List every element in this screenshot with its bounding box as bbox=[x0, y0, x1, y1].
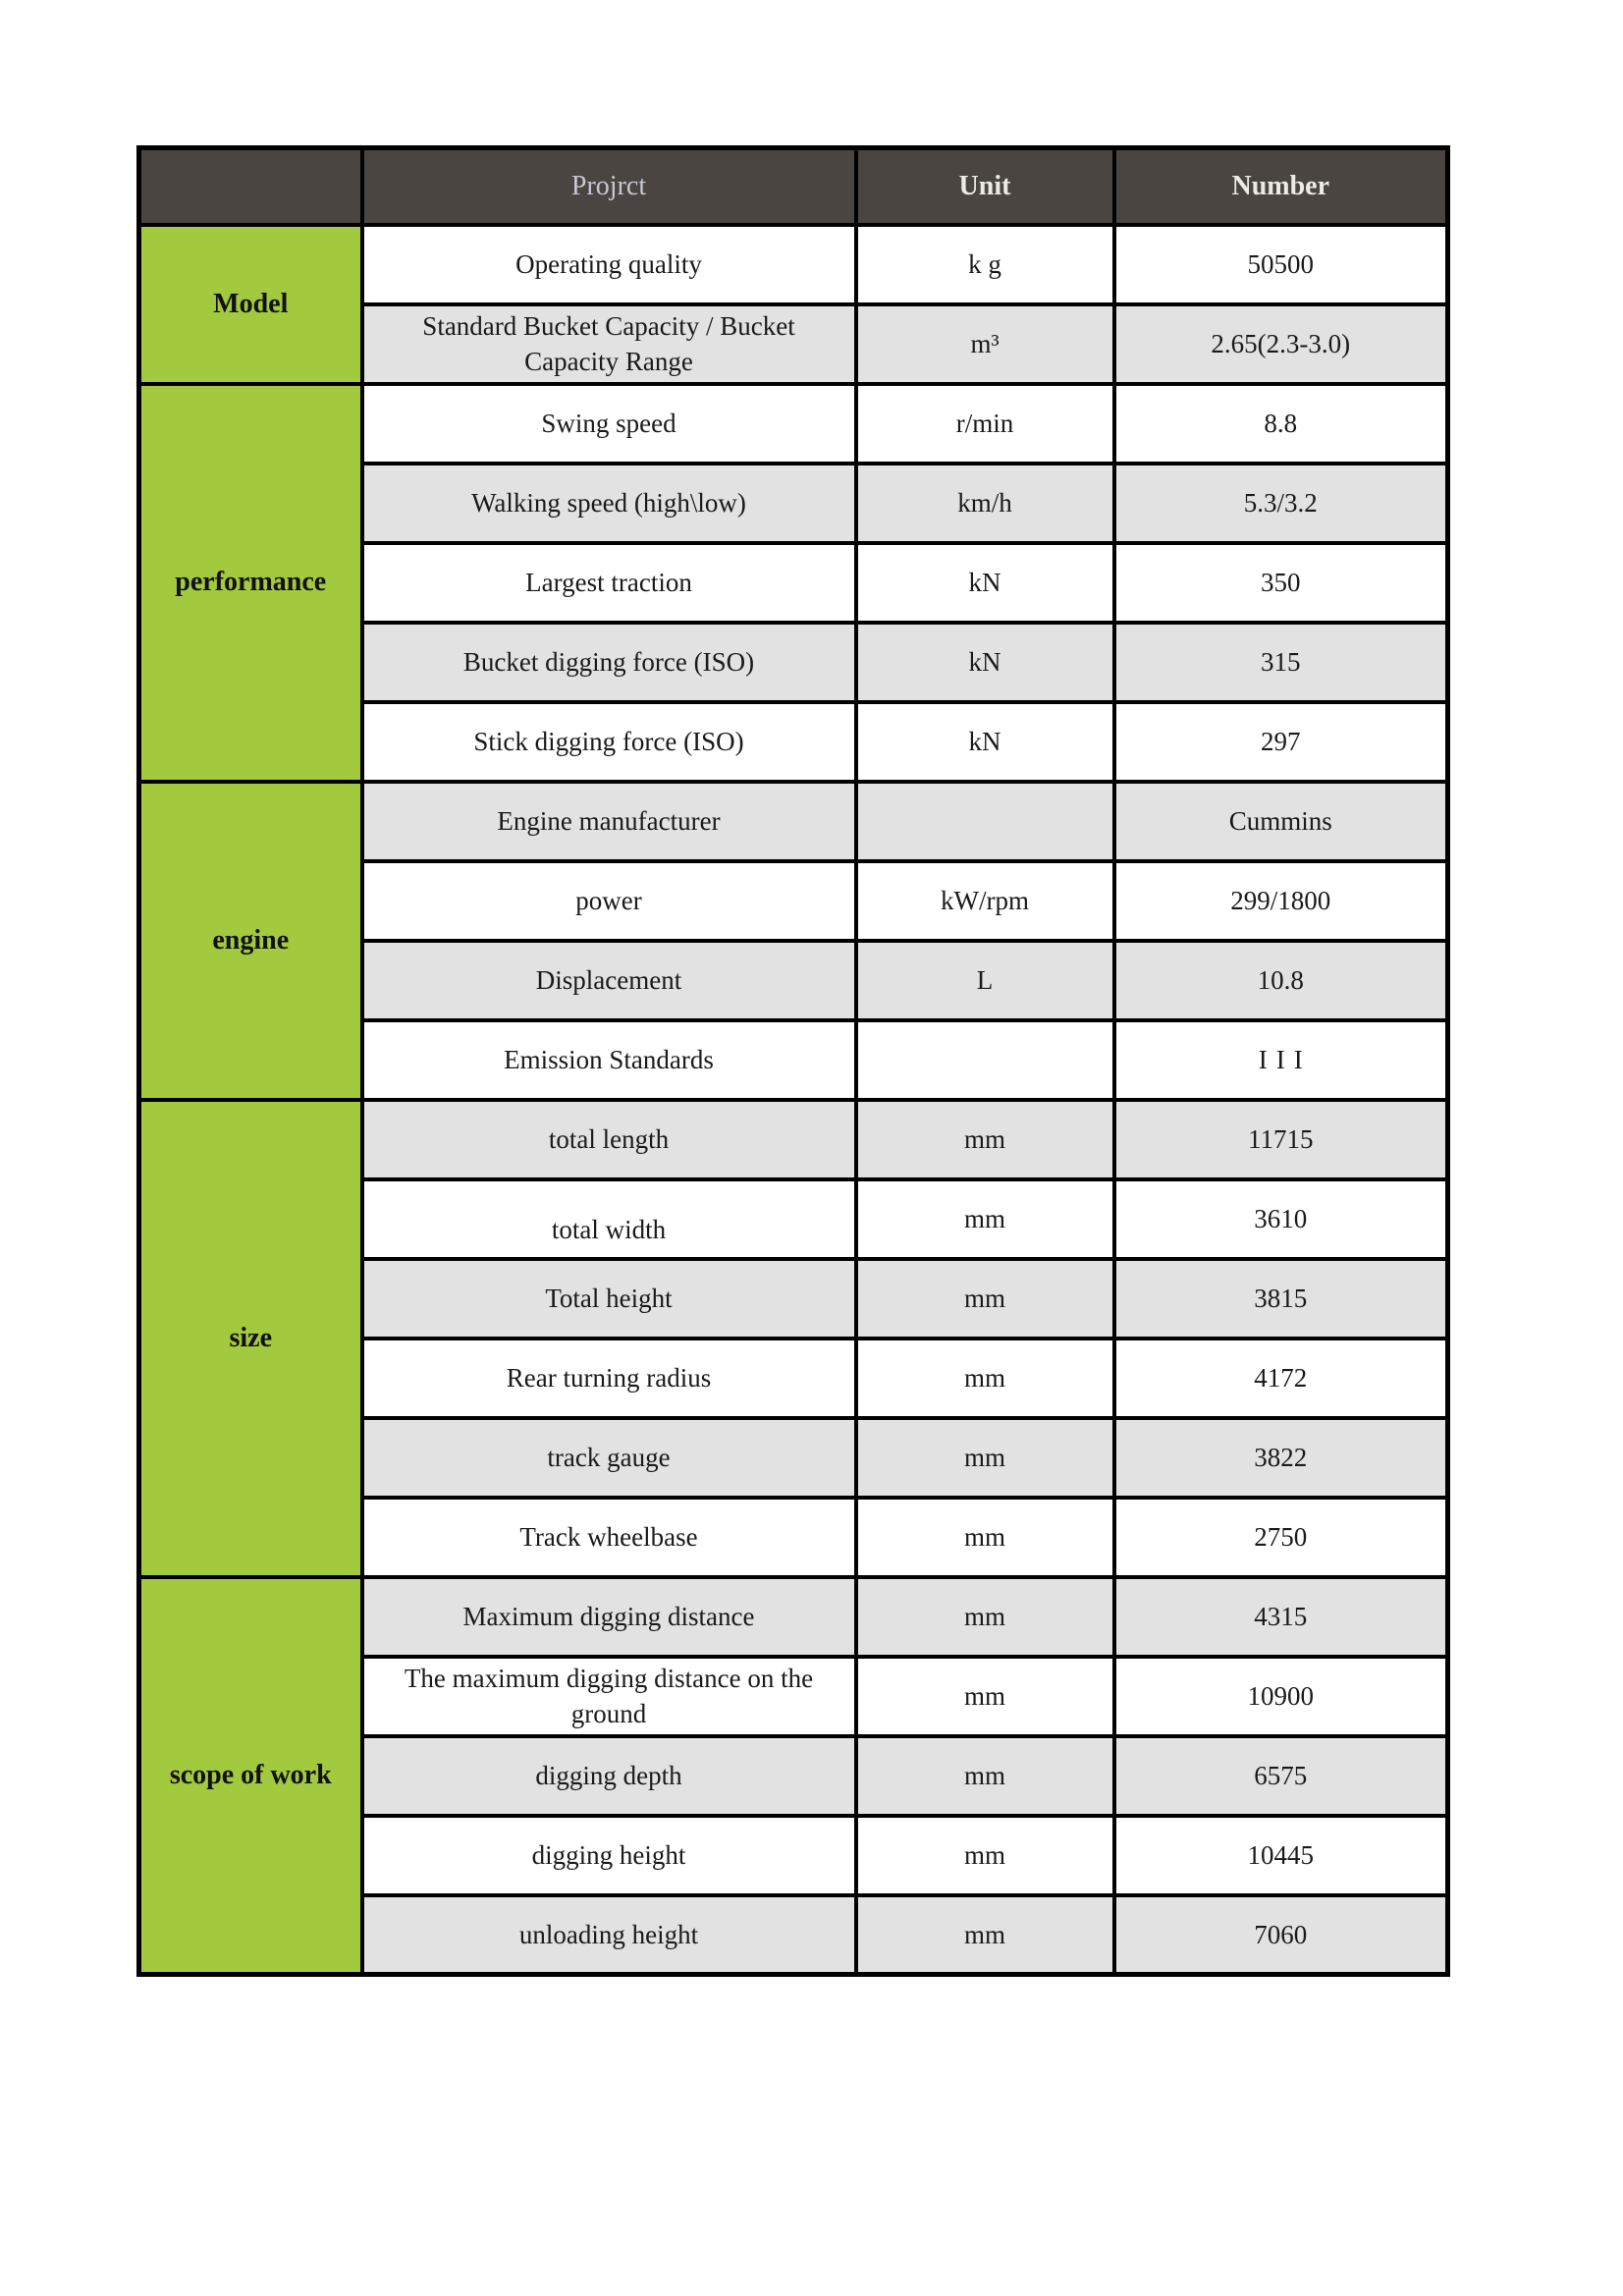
spec-unit-cell: mm bbox=[856, 1498, 1114, 1577]
spec-unit-cell bbox=[856, 782, 1114, 861]
spec-label-cell: Swing speed bbox=[362, 384, 856, 464]
spec-value-text: 10900 bbox=[1247, 1680, 1314, 1711]
spec-value-text: 315 bbox=[1261, 646, 1301, 677]
spec-value-text: 3610 bbox=[1254, 1203, 1308, 1233]
spec-unit-cell bbox=[856, 1020, 1114, 1100]
spec-value-text: 10.8 bbox=[1257, 964, 1304, 995]
spec-label-cell: digging height bbox=[362, 1816, 856, 1895]
spec-value-text: Cummins bbox=[1228, 805, 1332, 836]
spec-value-text: 3815 bbox=[1254, 1283, 1308, 1313]
spec-row bbox=[139, 225, 1448, 304]
spec-value-cell bbox=[1114, 1816, 1448, 1895]
header-project-cell: Projrct bbox=[362, 148, 856, 225]
spec-value-text: 4172 bbox=[1254, 1362, 1308, 1393]
spec-label-cell: Stick digging force (ISO) bbox=[362, 702, 856, 782]
spec-label-cell: Rear turning radius bbox=[362, 1339, 856, 1418]
spec-label-cell: track gauge bbox=[362, 1418, 856, 1498]
spec-table-body bbox=[139, 225, 1448, 1975]
spec-value-cell bbox=[1114, 384, 1448, 464]
spec-label-cell: Bucket digging force (ISO) bbox=[362, 623, 856, 702]
spec-value-cell bbox=[1114, 464, 1448, 543]
spec-value-text: 8.8 bbox=[1264, 408, 1298, 438]
section-cell-model: Model bbox=[139, 225, 362, 384]
spec-label-cell: total width bbox=[362, 1179, 856, 1259]
spec-unit-cell: kN bbox=[856, 702, 1114, 782]
spec-row bbox=[139, 1100, 1448, 1179]
spec-unit-cell: mm bbox=[856, 1339, 1114, 1418]
spec-value-cell bbox=[1114, 1657, 1448, 1736]
spec-value-text: 299/1800 bbox=[1230, 885, 1331, 915]
spec-value-text: 2750 bbox=[1254, 1521, 1308, 1552]
section-cell-size: size bbox=[139, 1100, 362, 1577]
spec-label-cell: Emission Standards bbox=[362, 1020, 856, 1100]
spec-unit-cell: km/h bbox=[856, 464, 1114, 543]
spec-value-text: 5.3/3.2 bbox=[1243, 487, 1318, 518]
spec-value-cell bbox=[1114, 941, 1448, 1020]
spec-label-cell: The maximum digging distance on the ground bbox=[362, 1657, 856, 1736]
spec-value-cell bbox=[1114, 543, 1448, 623]
spec-unit-cell: L bbox=[856, 941, 1114, 1020]
spec-value-text: 7060 bbox=[1254, 1919, 1308, 1949]
spec-unit-cell: mm bbox=[856, 1816, 1114, 1895]
spec-row bbox=[139, 782, 1448, 861]
spec-value-text: 350 bbox=[1261, 567, 1301, 597]
spec-unit-cell: mm bbox=[856, 1259, 1114, 1339]
spec-value-text: 11715 bbox=[1248, 1123, 1314, 1154]
spec-label-cell: Maximum digging distance bbox=[362, 1577, 856, 1657]
header-row bbox=[139, 148, 1448, 225]
spec-unit-cell: mm bbox=[856, 1657, 1114, 1736]
spec-label-cell: power bbox=[362, 861, 856, 941]
spec-value-text: 50500 bbox=[1247, 248, 1314, 279]
spec-value-cell bbox=[1114, 1498, 1448, 1577]
spec-unit-cell: mm bbox=[856, 1736, 1114, 1816]
header-number-cell: Number bbox=[1114, 148, 1448, 225]
spec-unit-cell: mm bbox=[856, 1577, 1114, 1657]
spec-value-cell bbox=[1114, 1259, 1448, 1339]
spec-value-cell bbox=[1114, 1577, 1448, 1657]
spec-label-cell: total length bbox=[362, 1100, 856, 1179]
spec-value-text: 3822 bbox=[1254, 1442, 1308, 1472]
spec-unit-cell: mm bbox=[856, 1895, 1114, 1975]
header-corner-cell bbox=[139, 148, 362, 225]
spec-unit-cell: mm bbox=[856, 1418, 1114, 1498]
spec-unit-cell: m³ bbox=[856, 304, 1114, 384]
spec-label-cell: digging depth bbox=[362, 1736, 856, 1816]
spec-value-cell bbox=[1114, 1339, 1448, 1418]
spec-value-text: 6575 bbox=[1254, 1760, 1308, 1790]
spec-unit-cell: mm bbox=[856, 1100, 1114, 1179]
spec-label-cell: Displacement bbox=[362, 941, 856, 1020]
spec-label-cell: Largest traction bbox=[362, 543, 856, 623]
spec-unit-cell: kN bbox=[856, 543, 1114, 623]
spec-unit-cell: k g bbox=[856, 225, 1114, 304]
spec-value-cell bbox=[1114, 225, 1448, 304]
spec-label-cell: Track wheelbase bbox=[362, 1498, 856, 1577]
section-cell-engine: engine bbox=[139, 782, 362, 1100]
spec-value-cell bbox=[1114, 861, 1448, 941]
spec-value-cell bbox=[1114, 1895, 1448, 1975]
spec-value-text: 297 bbox=[1261, 726, 1301, 756]
spec-value-cell bbox=[1114, 1418, 1448, 1498]
spec-value-text: III bbox=[1258, 1044, 1312, 1074]
spec-unit-cell: mm bbox=[856, 1179, 1114, 1259]
header-unit-cell: Unit bbox=[856, 148, 1114, 225]
spec-value-cell bbox=[1114, 1100, 1448, 1179]
spec-label-cell: Total height bbox=[362, 1259, 856, 1339]
spec-unit-cell: kN bbox=[856, 623, 1114, 702]
spec-label-cell: Engine manufacturer bbox=[362, 782, 856, 861]
spec-label-cell: unloading height bbox=[362, 1895, 856, 1975]
spec-value-cell bbox=[1114, 782, 1448, 861]
spec-value-cell bbox=[1114, 623, 1448, 702]
spec-value-text: 4315 bbox=[1254, 1601, 1308, 1631]
section-cell-performance: performance bbox=[139, 384, 362, 782]
spec-unit-cell: kW/rpm bbox=[856, 861, 1114, 941]
spec-label-cell: Standard Bucket Capacity / Bucket Capacity Range bbox=[362, 304, 856, 384]
spec-value-cell bbox=[1114, 304, 1448, 384]
spec-table bbox=[136, 145, 1450, 1977]
spec-row bbox=[139, 1577, 1448, 1657]
spec-value-cell bbox=[1114, 1179, 1448, 1259]
spec-unit-cell: r/min bbox=[856, 384, 1114, 464]
spec-row bbox=[139, 384, 1448, 464]
spec-label-cell: Walking speed (high\low) bbox=[362, 464, 856, 543]
spec-value-cell bbox=[1114, 1020, 1448, 1100]
spec-value-text: 2.65(2.3-3.0) bbox=[1211, 328, 1351, 358]
spec-value-cell bbox=[1114, 1736, 1448, 1816]
spec-value-text: 10445 bbox=[1247, 1839, 1314, 1870]
spec-value-cell bbox=[1114, 702, 1448, 782]
section-cell-scope-of-work: scope of work bbox=[139, 1577, 362, 1975]
spec-label-cell: Operating quality bbox=[362, 225, 856, 304]
